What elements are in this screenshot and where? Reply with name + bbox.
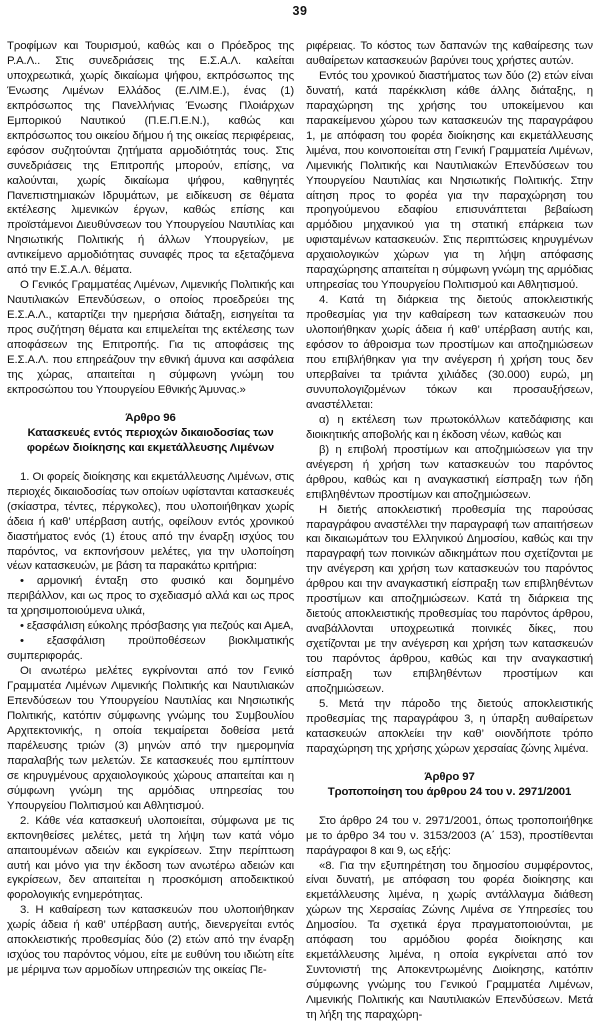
bullet-item: • εξασφάλιση προϋποθέσεων βιοκλιματικής συμπεριφοράς.: [7, 635, 294, 663]
paragraph: Τροφίμων και Τουρισμού, καθώς και ο Πρόεδρος της Ρ.Α.Λ.. Στις συνεδριάσεις της Ε.Σ.Α.Λ. καλείται υποχρεωτικά, χωρίς δικαίωμα ψήφου, εκπρόσωπος της Ένωσης Λιμένων Ελλάδος (Ε.ΛΙΜ.Ε.), ένας (1) εκπρόσωπος της Πανελλήνιας Ένωσης Πλοιάρχων Εμπορικού Ναυτικού (Π.Ε.Π.Ε.Ν.), καθώς και εκπρόσωπος του οικείου δήμου ή της οικείας περιφέρειας, εφόσον συζητούνται ζητήματα αρμοδιότητάς τους. Στις συνεδριάσεις της Επιτροπής μπορούν, επίσης, να καλούνται, χωρίς δικαίωμα ψήφου, καθηγητές Πανεπιστημιακών Ιδρυμάτων, με ειδίκευση σε θέματα εκτέλεσης λιμενικών έργων, καθώς επίσης και προϊστάμενοι Διευθύνσεων του Υπουργείου Ναυτιλίας και Νησιωτικής Πολιτικής ή άλλων Υπουργείων, με αντικείμενο αρμοδιότητας συναφές προς τα εξεταζόμενα από την Ε.Σ.Α.Λ. θέματα.: [7, 40, 294, 277]
paragraph: Η διετής αποκλειστική προθεσμία της παρούσας παραγράφου αναστέλλει την παραγραφή των απαιτήσεων και δικαιωμάτων του Ελληνικού Δημοσίου, καθώς και την παραγραφή των ποινικών αδικημάτων που σχετίζονται με την ανέγερση και χρήση των κατασκευών του παρόντος άρθρου και την αναγκαστική είσπραξη των επιβληθέντων προστίμων και αποζημιώσεων. Κατά τη διάρκεια της διετούς αποκλειστικής προθεσμίας του παρόντος άρθρου, αναβάλλονται υποχρεωτικά ποινικές δίκες, που σχετίζονται με την ανέγερση και χρήση των κατασκευών του παρόντος άρθρου, καθώς και την αναγκαστική είσπραξη των επιβληθέντων προστίμων και αποζημιώσεων.: [306, 503, 593, 695]
paragraph: 3. Η καθαίρεση των κατασκευών που υλοποιήθηκαν χωρίς άδεια ή καθ’ υπέρβαση αυτής, διενεργείται εντός αποκλειστικής προθεσμίας δύο (2) ετών από την έναρξη ισχύος του παρόντος νόμου, είτε με ευθύνη του ιδιώτη είτε με μέριμνα των αρμοδίων υπηρεσιών της οικείας Πε-: [7, 904, 294, 977]
left-column: [7, 39, 294, 1023]
paragraph: ριφέρειας. Το κόστος των δαπανών της καθαίρεσης των αυθαίρετων κατασκευών βαρύνει τους χρήστες αυτών.: [306, 40, 593, 67]
paragraph: Στο άρθρο 24 του ν. 2971/2001, όπως τροποποιήθηκε με το άρθρο 34 του ν. 3153/2003 (Α΄ 153), προστίθενται παράγραφοι 8 και 9, ως εξής:: [306, 814, 593, 857]
paragraph: Ο Γενικός Γραμματέας Λιμένων, Λιμενικής Πολιτικής και Ναυτιλιακών Επενδύσεων, ο οποίος προεδρεύει της Ε.Σ.Α.Λ., καταρτίζει την ημερήσια διάταξη, εισηγείται τα προς συζήτηση θέματα και επιμελείται της εκτέλεσης των αποφάσεων της Επιτροπής. Για τις αποφάσεις της Ε.Σ.Α.Λ. που επηρεάζουν την εθνική άμυνα και ασφάλεια της χώρας, απαιτείται η σύμφωνη γνώμη του εκπροσώπου του Υπουργείου Εθνικής Άμυνας.»: [7, 279, 294, 396]
article-heading: [310, 770, 589, 800]
paragraph: «8. Για την εξυπηρέτηση του δημοσίου συμφέροντος, είναι δυνατή, με απόφαση του φορέα διοίκησης και εκμετάλλευσης λιμένα, η χωρίς αντάλλαγμα διάθεση χώρων της Χερσαίας Ζώνης Λιμένα σε Υπηρεσίες του Δημοσίου. Τα σχετικά έργα πραγματοποιούνται, με απόφαση του αρμόδιου φορέα διοίκησης και εκμετάλλευσης λιμένα, η οποία εγκρίνεται από τον Συντονιστή της Αποκεντρωμένης Διοίκησης, κατόπιν σύμφωνης γνώμης του Γενικού Γραμματέα Λιμένων, Λιμενικής Πολιτικής και Ναυτιλιακών Επενδύσεων. Μετά τη λήξη της παραχώρη-: [306, 859, 593, 1022]
paragraph: 1. Οι φορείς διοίκησης και εκμετάλλευσης Λιμένων, στις περιοχές δικαιοδοσίας των οποίων υφίστανται κατασκευές (σκίαστρα, τέντες, πέργκολες), που υλοποιήθηκαν χωρίς άδεια ή καθ’ υπέρβαση αυτής, οφείλουν εντός χρονικού διαστήματος ενός (1) έτους από την έναρξη ισχύος του παρόντος, να εκπονήσουν μελέτες, για την υλοποίηση νέων κατασκευών, με βάση τα παρακάτω κριτήρια:: [7, 470, 294, 573]
paragraph: Εντός του χρονικού διαστήματος των δύο (2) ετών είναι δυνατή, κατά παρέκκλιση κάθε άλλης διάταξης, η παραχώρηση της χρήσης του υποκείμενου και παρακείμενου χώρου των κατασκευών της παραγράφου 1, με απόφαση του φορέα διοίκησης και εκμετάλλευσης λιμένα, που κοινοποιείται στη Γενική Γραμματεία Λιμένων, Λιμενικής Πολιτικής και Ναυτιλιακών Επενδύσεων του Υπουργείου Ναυτιλίας και Νησιωτικής Πολιτικής. Στην αίτηση προς το φορέα για την παραχώρηση του προηγούμενου εδαφίου επισυνάπτεται βεβαίωση αρμόδιου μηχανικού για τη στατική επάρκεια των υφισταμένων κατασκευών. Στις περιπτώσεις κηρυγμένων αρχαιολογικών χώρων για τη λήψη απόφασης παραχώρησης απαιτείται η σύμφωνη γνώμη της αρμόδιας υπηρεσίας του Υπουργείου Πολιτισμού και Αθλητισμού.: [306, 69, 593, 292]
bullet-item: • αρμονική ένταξη στο φυσικό και δομημένο περιβάλλον, και ως προς το σχεδιασμό αλλά και ως προς τα χρησιμοποιούμενα υλικά,: [7, 575, 294, 618]
bullet-item: • εξασφάλιση εύκολης πρόσβασης για πεζούς και ΑμεΑ,: [20, 620, 294, 633]
paragraph: 2. Κάθε νέα κατασκευή υλοποιείται, σύμφωνα με τις εκπονηθείσες μελέτες, μετά τη λήψη των κατά νόμο απαιτουμένων αδειών και εγκρίσεων. Στην περίπτωση αυτή και μόνο για την έκδοση των ανωτέρω αδειών και εγκρίσεων, δεν απαιτείται η προσκόμιση αποδεικτικού φορολογικής ενημερότητας.: [7, 814, 294, 902]
paragraph: β) η επιβολή προστίμων και αποζημιώσεων για την ανέγερση ή χρήση των κατασκευών του παρόντος άρθρου, καθώς και η αναγκαστική είσπραξη των ήδη επιβληθέντων προστίμων και αποζημιώσεων.: [306, 443, 593, 501]
article-heading-line: Άρθρο 97: [424, 770, 475, 783]
two-column-text: [0, 39, 600, 1023]
paragraph: 5. Μετά την πάροδο της διετούς αποκλειστικής προθεσμίας της παραγράφου 3, η ύπαρξη αυθαίρετων κατασκευών αποκλείει την καθ’ οιονδήποτε τρόπο παραχώρηση της χρήσης χώρων χερσαίας ζώνης λιμένα.: [306, 697, 593, 755]
article-heading-line: Κατασκευές εντός περιοχών δικαιοδοσίας των φορέων διοίκησης και εκμετάλλευσης Λιμένων: [26, 426, 275, 454]
paragraph: Οι ανωτέρω μελέτες εγκρίνονται από τον Γενικό Γραμματέα Λιμένων Λιμενικής Πολιτικής και Ναυτιλιακών Επενδύσεων του Υπουργείου Ναυτιλίας και Νησιωτικής Πολιτικής, κατόπιν σύμφωνης γνώμης του Συμβουλίου Αρχιτεκτονικής, η οποία τεκμαίρεται δοθείσα μετά παρέλευσης τριών (3) μηνών από την ημερομηνία παραλαβής των μελετών. Σε κατασκευές που εμπίπτουν σε κηρυγμένους αρχαιολογικούς χώρους απαιτείται και η σύμφωνη γνώμη της αρμόδιας υπηρεσίας του Υπουργείου Πολιτισμού και Αθλητισμού.: [7, 665, 294, 812]
page-number: 39: [292, 4, 308, 18]
article-heading-line: Άρθρο 96: [125, 411, 176, 424]
right-column: [306, 39, 593, 1023]
article-heading: [11, 411, 290, 456]
article-heading-line: Τροποποίηση του άρθρου 24 του ν. 2971/2001: [327, 785, 572, 798]
paragraph: α) η εκτέλεση των πρωτοκόλλων κατεδάφισης και διοικητικής αποβολής και η έκδοση νέων, καθώς και: [306, 413, 593, 441]
paragraph: 4. Κατά τη διάρκεια της διετούς αποκλειστικής προθεσμίας για την καθαίρεση των κατασκευών που υλοποιήθηκαν χωρίς άδεια ή καθ’ υπέρβαση αυτής και, εφόσον το άθροισμα των προστίμων και αποζημιώσεων που επιβλήθηκαν για την ανέγερση ή χρήση τους δεν υπερβαίνει τα τριάντα χιλιάδες (30.000) ευρώ, μη συνυπολογιζομένων τόκων και προσαυξήσεων, αναστέλλεται:: [306, 294, 593, 411]
